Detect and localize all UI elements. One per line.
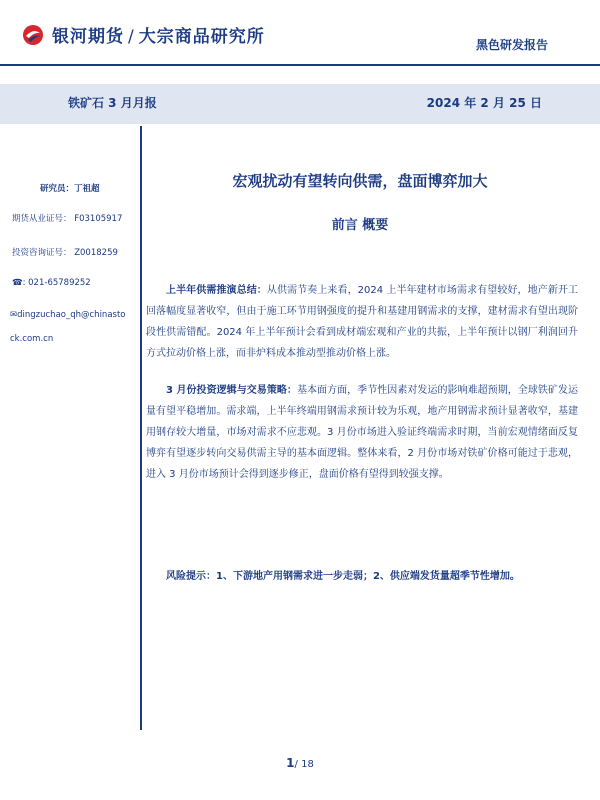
brand-separator: / [128, 27, 135, 47]
institute-name: 大宗商品研究所 [138, 27, 265, 47]
advisory-cert: 投资咨询证号： Z0018259 [12, 248, 118, 258]
current-page: 1 [286, 756, 295, 770]
strategy-text: 基本面方面，季节性因素对发运的影响难超预期，全球铁矿发运量有望平稳增加。需求端，上半年终端用钢需求预计较为乐观，地产用钢需求预计显著收窄，基建用钢存较大增量，市场对需求不应悲观。3 月份市场进入验证终端需求时期，当前宏观情绪面反复博弈有望逐步转向交易供需主导的基本面逻辑。整体来看，2 月份市场对铁矿价格可能过于悲观，进入 3 月份市场预计会得到逐步修正，盘面价格有望得到较强支撑。 [146, 385, 578, 480]
practice-cert: 期货从业证号： F03105917 [12, 214, 123, 224]
email-line-1: ✉dingzuchao_qh@chinasto [10, 310, 126, 320]
strategy-colon: ： [286, 385, 297, 396]
brand-title [52, 22, 265, 47]
summary-lead: 上半年供需推演总结 [166, 285, 257, 296]
sidebar-divider [140, 126, 142, 730]
phone-number: ☎: 021-65789252 [12, 278, 91, 288]
risk-warning: 风险提示：1、下游地产用钢需求进一步走弱；2、供应端发货量超季节性增加。 [166, 571, 520, 582]
summary-colon: ： [256, 285, 267, 296]
report-name: 铁矿石 3 月月报 [68, 96, 157, 110]
strategy-lead: 3 月份投资逻辑与交易策略 [166, 385, 287, 396]
researcher-name: 研究员：丁祖超 [40, 184, 100, 194]
header-divider [0, 64, 600, 66]
report-type: 黑色研发报告 [475, 38, 548, 52]
strategy-paragraph [146, 380, 578, 485]
report-title: 宏观扰动有望转向供需，盘面博弈加大 [232, 172, 488, 190]
summary-paragraph [146, 280, 578, 364]
page-header [0, 0, 600, 72]
company-name: 银河期货 [52, 27, 124, 47]
report-date: 2024 年 2 月 25 日 [426, 96, 542, 110]
page-number [0, 756, 600, 770]
galaxy-logo-icon [22, 24, 44, 46]
total-pages: / 18 [294, 759, 314, 770]
email-line-2: ck.com.cn [10, 334, 54, 344]
report-band [0, 84, 600, 124]
summary-text: 从供需节奏上来看，2024 上半年建材市场需求有望较好，地产新开工回落幅度显著收窄，但由于施工环节用钢强度的提升和基建用钢需求的支撑，建材需求有望出现阶段性供需错配。2024 年上半年预计会看到成材端宏观和产业的共振，上半年预计以钢厂利润回升方式拉动价格上涨，而非炉料成本推动型推动价格上涨。 [146, 285, 578, 359]
section-heading: 前言 概要 [331, 218, 389, 233]
